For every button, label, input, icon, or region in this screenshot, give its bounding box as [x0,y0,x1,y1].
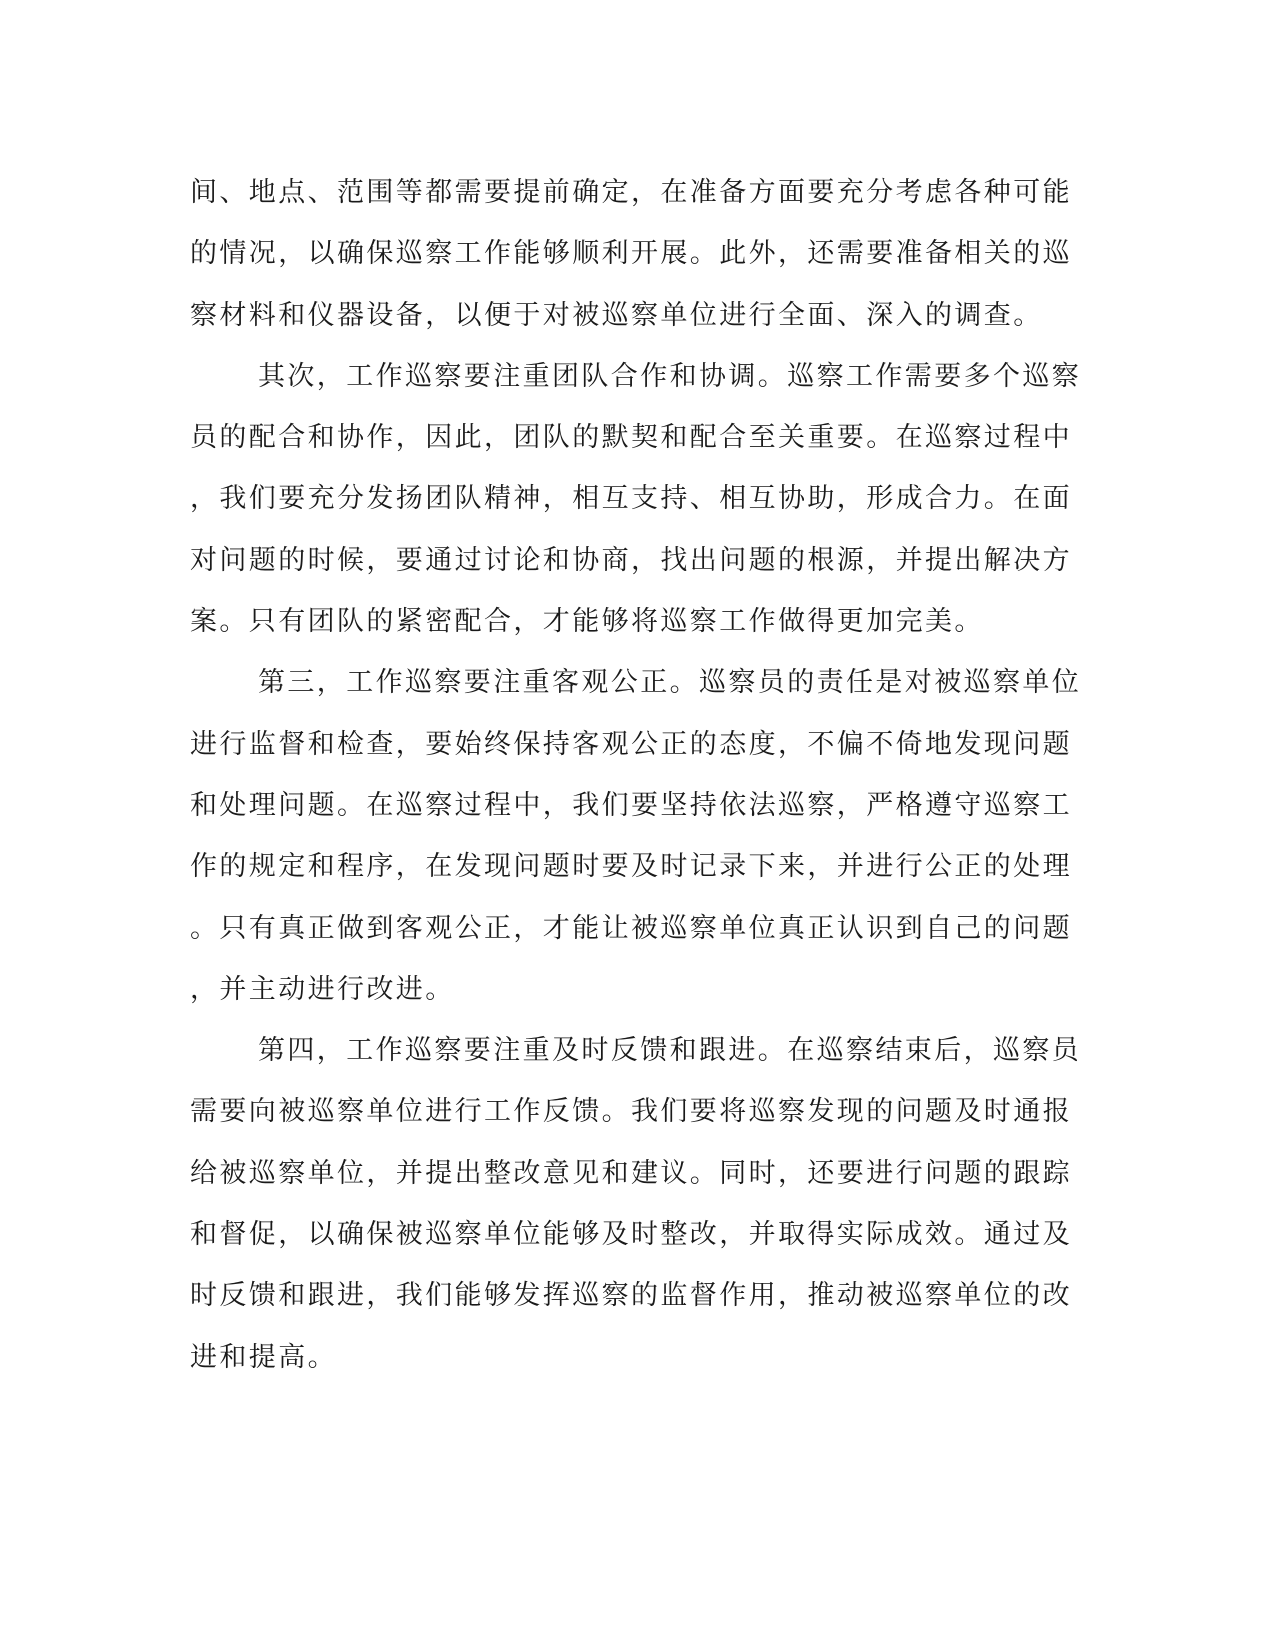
paragraph-first-line: 第三，工作巡察要注重客观公正。巡察员的责任是对被巡察单位 [258,667,1082,699]
text-line: 员的配合和协作，因此，团队的默契和配合至关重要。在巡察过程中 [190,422,1072,454]
text-line: 进行监督和检查，要始终保持客观公正的态度，不偏不倚地发现问题 [190,728,1072,760]
text-line: 给被巡察单位，并提出整改意见和建议。同时，还要进行问题的跟踪 [190,1157,1072,1189]
text-line: 和处理问题。在巡察过程中，我们要坚持依法巡察，严格遵守巡察工 [190,789,1072,821]
text-line: ，并主动进行改进。 [190,973,455,1005]
text-line: 的情况，以确保巡察工作能够顺利开展。此外，还需要准备相关的巡 [190,238,1072,270]
paragraph-first-line: 第四，工作巡察要注重及时反馈和跟进。在巡察结束后，巡察员 [258,1035,1082,1067]
text-line: 和督促，以确保被巡察单位能够及时整改，并取得实际成效。通过及 [190,1219,1072,1251]
text-line: 间、地点、范围等都需要提前确定，在准备方面要充分考虑各种可能 [190,177,1072,208]
text-line: 时反馈和跟进，我们能够发挥巡察的监督作用，推动被巡察单位的改 [190,1280,1072,1312]
body-text [190,162,1090,1388]
text-line: 需要向被巡察单位进行工作反馈。我们要将巡察发现的问题及时通报 [190,1096,1072,1128]
text-line: 。只有真正做到客观公正，才能让被巡察单位真正认识到自己的问题 [190,912,1072,944]
text-line: 作的规定和程序，在发现问题时要及时记录下来，并进行公正的处理 [190,851,1072,883]
paragraph-first-line: 其次，工作巡察要注重团队合作和协调。巡察工作需要多个巡察 [258,360,1082,392]
text-line: ，我们要充分发扬团队精神，相互支持、相互协助，形成合力。在面 [190,483,1072,515]
text-line: 对问题的时候，要通过讨论和协商，找出问题的根源，并提出解决方 [190,544,1072,576]
text-line: 进和提高。 [190,1341,337,1373]
text-line: 案。只有团队的紧密配合，才能够将巡察工作做得更加完美。 [190,606,984,638]
text-line: 察材料和仪器设备，以便于对被巡察单位进行全面、深入的调查。 [190,299,1043,331]
